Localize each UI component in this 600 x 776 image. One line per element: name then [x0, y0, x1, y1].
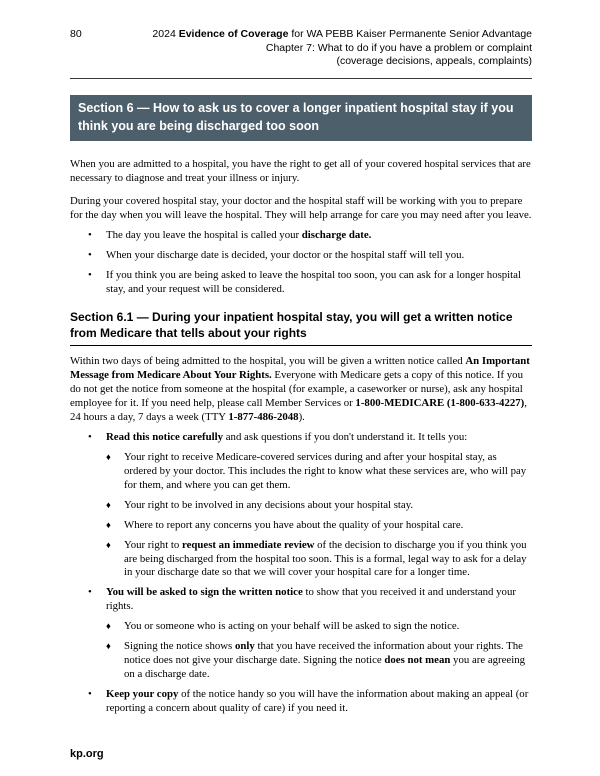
diamond-marker: ♦ [106, 622, 111, 633]
list-item-text: Your right to request an immediate review of the decision to discharge you if you think you are being discharged from the hospital too soon. This is a formal, legal way to ask for a delay in your discharge date so that we will cover your hospital care for a longer time. [124, 538, 527, 579]
list-item-text: When your discharge date is decided, your doctor or the hospital staff will tell you. [106, 249, 465, 262]
bullet-marker: • [88, 229, 92, 242]
diamond-marker: ♦ [106, 500, 111, 511]
sub-bullet-item [106, 620, 532, 634]
paragraph: Within two days of being admitted to the hospital, you will be given a written notice called An Important Message from Medicare About Your Rights. Everyone with Medicare gets a copy of this notice. If you do not get the notice from someone at the hospital (for example, a caseworker or nurse), ask any hospital employee for it. If you need help, please call Member Services or 1-800-MEDICARE (1-800-633-4227), 24 hours a day, 7 days a week (TTY 1-877-486-2048). [70, 355, 530, 424]
header-divider [70, 78, 532, 79]
bullet-marker: • [88, 249, 92, 262]
body-content [70, 158, 532, 715]
list-item-text: Where to report any concerns you have about the quality of your hospital care. [124, 518, 464, 531]
list-item-text: The day you leave the hospital is called your discharge date. [106, 229, 372, 242]
list-item-text: You will be asked to sign the written notice to show that you received it and understand your rights. [106, 586, 516, 613]
diamond-marker: ♦ [106, 540, 111, 551]
sub-bullet-item [106, 519, 532, 533]
list-item-text: You or someone who is acting on your behalf will be asked to sign the notice. [124, 620, 460, 633]
page-header [70, 28, 532, 69]
bullet-item [88, 249, 532, 263]
page-number: 80 [70, 28, 82, 40]
header-title-line: 2024 Evidence of Coverage for WA PEBB Kaiser Permanente Senior Advantage [152, 28, 532, 40]
sub-bullet-item [106, 451, 532, 493]
list-item-text: If you think you are being asked to leave the hospital too soon, you can ask for a longer hospital stay, and your request will be considered. [106, 268, 521, 295]
list-item-text: Keep your copy of the notice handy so you will have the information about making an appeal (or reporting a concern about quality of care) if you need it. [106, 687, 529, 714]
paragraph: When you are admitted to a hospital, you have the right to get all of your covered hospital services that are necessary to diagnose and treat your illness or injury. [70, 158, 531, 185]
bullet-item [88, 586, 532, 614]
header-subtitle-line: (coverage decisions, appeals, complaints) [336, 55, 532, 68]
sub-bullet-item [106, 539, 532, 581]
section-banner: Section 6 — How to ask us to cover a longer inpatient hospital stay if you think you are being discharged too soon [70, 95, 532, 142]
bullet-item [88, 688, 532, 716]
list-item-text: Read this notice carefully and ask questions if you don't understand it. It tells you: [106, 431, 468, 444]
sub-bullet-item [106, 640, 532, 682]
header-chapter-line: Chapter 7: What to do if you have a problem or complaint [265, 41, 532, 54]
list-item-text: Signing the notice shows only that you have received the information about your rights. The notice does not give your discharge date. Signing the notice does not mean you are agreeing on a discharge date. [124, 640, 525, 680]
header-text [82, 28, 532, 69]
diamond-marker: ♦ [106, 520, 111, 531]
footer-site-label: kp.org [70, 748, 104, 760]
list-item-text: Your right to be involved in any decisions about your hospital stay. [124, 498, 414, 511]
bullet-item [88, 269, 532, 297]
subsection-heading: Section 6.1 — During your inpatient hospital stay, you will get a written notice from Medicare that tells about your rights [70, 310, 532, 347]
bullet-marker: • [88, 687, 92, 700]
diamond-marker: ♦ [106, 642, 111, 653]
bullet-item [88, 431, 532, 445]
list-item-text: Your right to receive Medicare-covered services during and after your hospital stay, as ordered by your doctor. This includes the right to know what these services are, who will pay for them, and where you can get them. [124, 450, 527, 491]
bullet-item [88, 229, 532, 243]
bullet-marker: • [88, 268, 92, 281]
sub-bullet-item [106, 499, 532, 513]
paragraph: During your covered hospital stay, your doctor and the hospital staff will be working with you to prepare for the day when you will leave the hospital. They will help arrange for care you may need after you leave. [70, 195, 532, 222]
bullet-marker: • [88, 431, 92, 444]
diamond-marker: ♦ [106, 452, 111, 463]
bullet-marker: • [88, 586, 92, 599]
